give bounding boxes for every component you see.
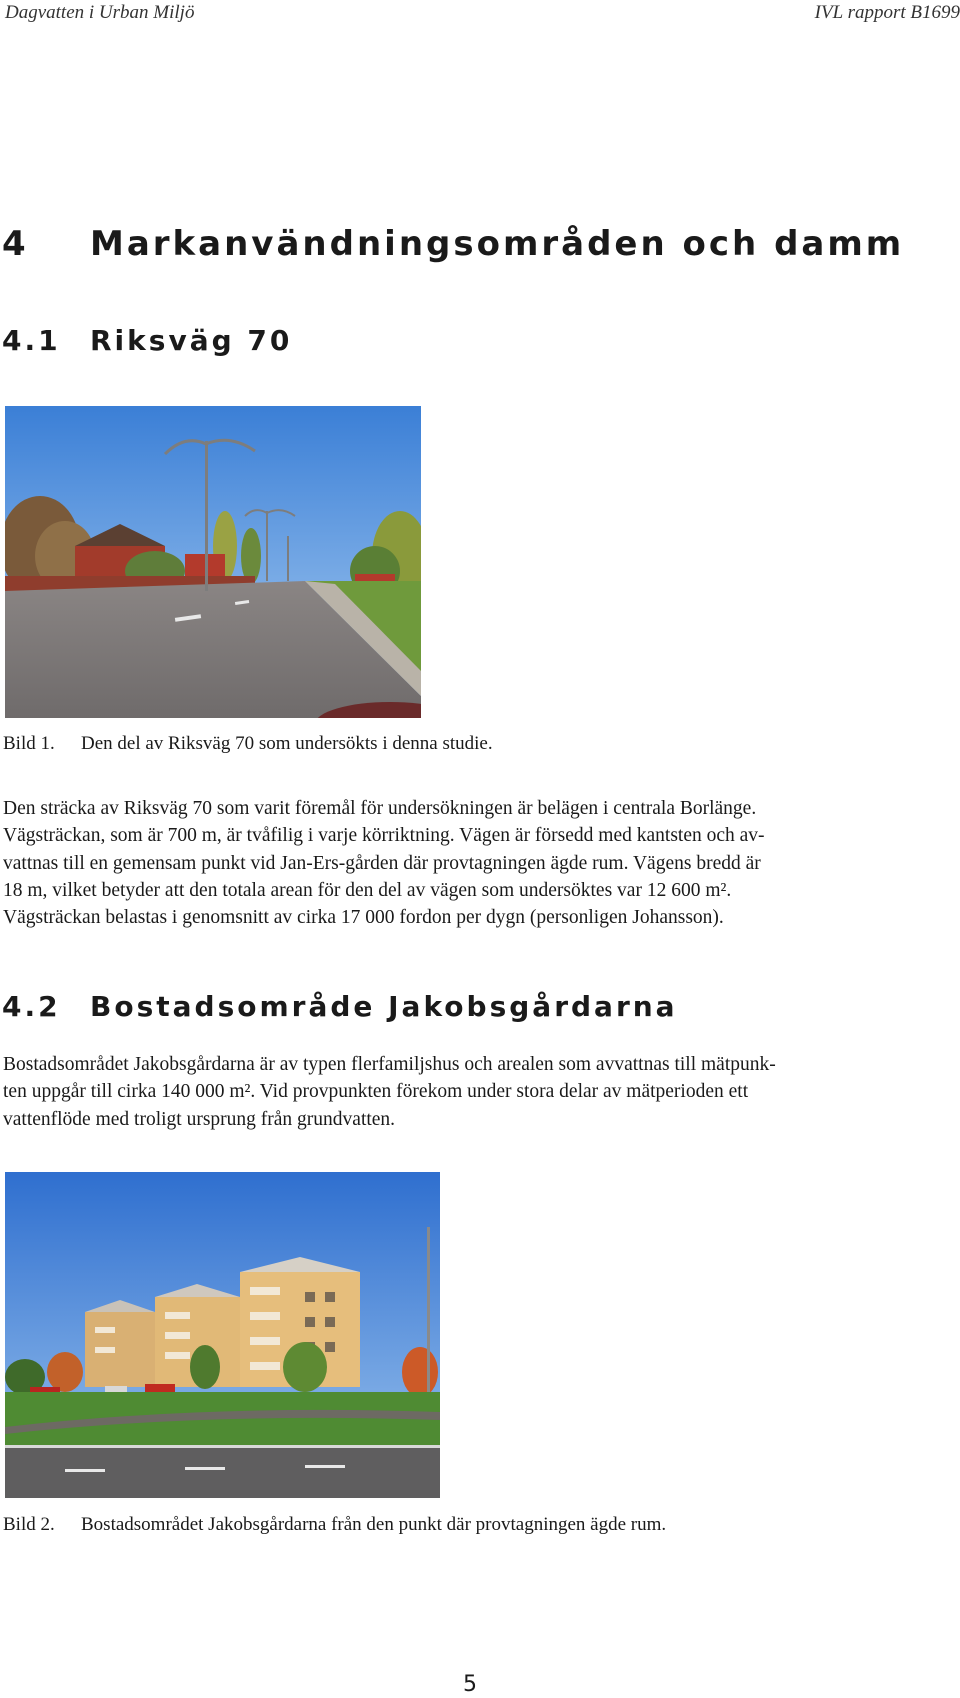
- paragraph-line: 18 m, vilket betyder att den totala arean för den del av vägen som undersöktes var 12 600 m².: [3, 879, 732, 901]
- paragraph-line: vattnas till en gemensam punkt vid Jan-Ers-gården där provtagningen ägde rum. Vägens bredd är: [3, 852, 761, 874]
- paragraph-line: vattenflöde med troligt ursprung från grundvatten.: [3, 1108, 396, 1130]
- figure-label: Bild 1.: [3, 733, 55, 754]
- figure-caption-text: Den del av Riksväg 70 som undersökts i denna studie.: [81, 733, 493, 754]
- road-photo: [5, 406, 421, 718]
- paragraph-line: Bostadsområdet Jakobsgårdarna är av typen flerfamiljshus och arealen som avvattnas till mätpunk-: [3, 1054, 776, 1075]
- chapter-heading: [2, 224, 904, 264]
- section-title: Bostadsområde Jakobsgårdarna: [90, 990, 678, 1023]
- chapter-number: 4: [2, 224, 29, 264]
- residential-area-photo: [5, 1172, 440, 1498]
- section-number: 4.1: [2, 324, 61, 357]
- figure-label: Bild 2.: [3, 1514, 55, 1535]
- body-paragraph: [3, 795, 938, 931]
- paragraph-line: ten uppgår till cirka 140 000 m². Vid provpunkten förekom under stora delar av mätperioden ett: [3, 1081, 749, 1103]
- section-number: 4.2: [2, 990, 61, 1023]
- section-heading-riksvag: [2, 324, 292, 357]
- figure-caption: [3, 1514, 666, 1536]
- figure-caption-text: Bostadsområdet Jakobsgårdarna från den punkt där provtagningen ägde rum.: [81, 1514, 667, 1535]
- section-heading-jakobsgardarna: [2, 990, 678, 1023]
- figure-caption: [3, 733, 493, 755]
- body-paragraph: [3, 1051, 938, 1133]
- paragraph-line: Den sträcka av Riksväg 70 som varit föremål för undersökningen är belägen i centrala Borlänge.: [3, 798, 757, 819]
- paragraph-line: Vägsträckan belastas i genomsnitt av cirka 17 000 fordon per dygn (personligen Johansson).: [3, 907, 724, 929]
- running-header-title: Dagvatten i Urban Miljö: [5, 2, 195, 23]
- section-title: Riksväg 70: [90, 324, 293, 357]
- running-header-report-id: IVL rapport B1699: [814, 2, 960, 23]
- page-number: 5: [463, 1672, 477, 1697]
- paragraph-line: Vägsträckan, som är 700 m, är tvåfilig i varje körriktning. Vägen är försedd med kantsten och av-: [3, 825, 765, 847]
- chapter-title: Markanvändningsområden och damm: [90, 224, 905, 264]
